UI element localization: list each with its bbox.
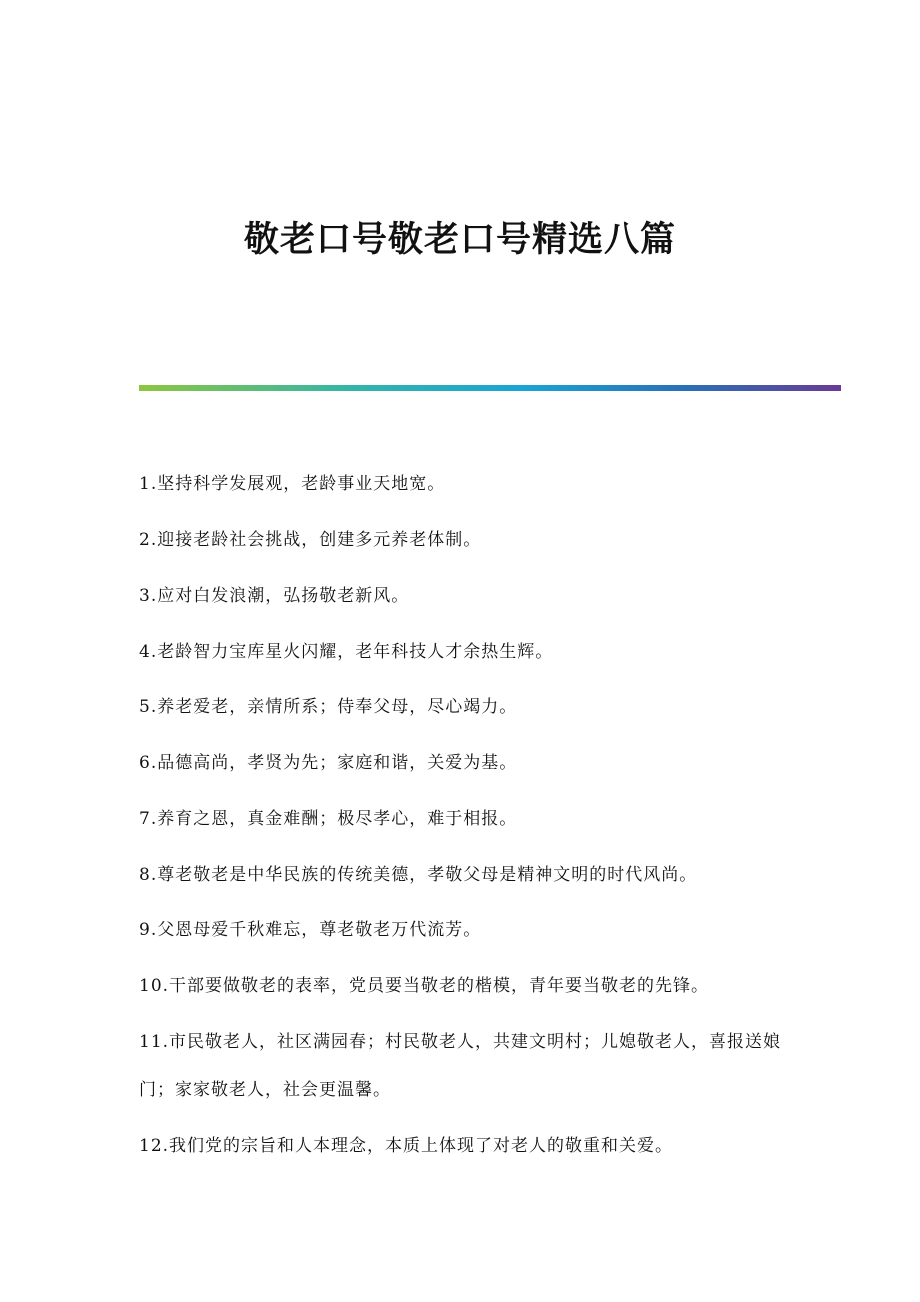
slogan-item-2: 2.迎接老龄社会挑战，创建多元养老体制。 bbox=[139, 530, 482, 550]
slogan-item-10: 10.干部要做敬老的表率，党员要当敬老的楷模，青年要当敬老的先锋。 bbox=[139, 976, 710, 996]
slogan-item-11: 11.市民敬老人，社区满园春；村民敬老人，共建文明村；儿媳敬老人，喜报送娘门；家家敬老人，社会更温馨。 bbox=[139, 1032, 782, 1100]
slogan-item-5: 5.养老爱老，亲情所系；侍奉父母，尽心竭力。 bbox=[139, 697, 518, 717]
slogan-item-9: 9.父恩母爱千秋难忘，尊老敬老万代流芳。 bbox=[139, 920, 482, 940]
document-title: 敬老口号敬老口号精选八篇 bbox=[243, 219, 676, 260]
slogan-item-7: 7.养育之恩，真金难酬；极尽孝心，难于相报。 bbox=[139, 809, 518, 829]
slogan-item-4: 4.老龄智力宝库星火闪耀，老年科技人才余热生辉。 bbox=[139, 642, 554, 662]
slogan-item-8: 8.尊老敬老是中华民族的传统美德，孝敬父母是精神文明的时代风尚。 bbox=[139, 865, 698, 885]
slogan-item-3: 3.应对白发浪潮，弘扬敬老新风。 bbox=[139, 586, 410, 606]
title-divider bbox=[139, 385, 841, 391]
slogan-item-6: 6.品德高尚，孝贤为先；家庭和谐，关爱为基。 bbox=[139, 753, 518, 773]
slogan-item-1: 1.坚持科学发展观，老龄事业天地宽。 bbox=[139, 474, 446, 494]
slogan-item-12: 12.我们党的宗旨和人本理念，本质上体现了对老人的敬重和关爱。 bbox=[139, 1136, 674, 1156]
